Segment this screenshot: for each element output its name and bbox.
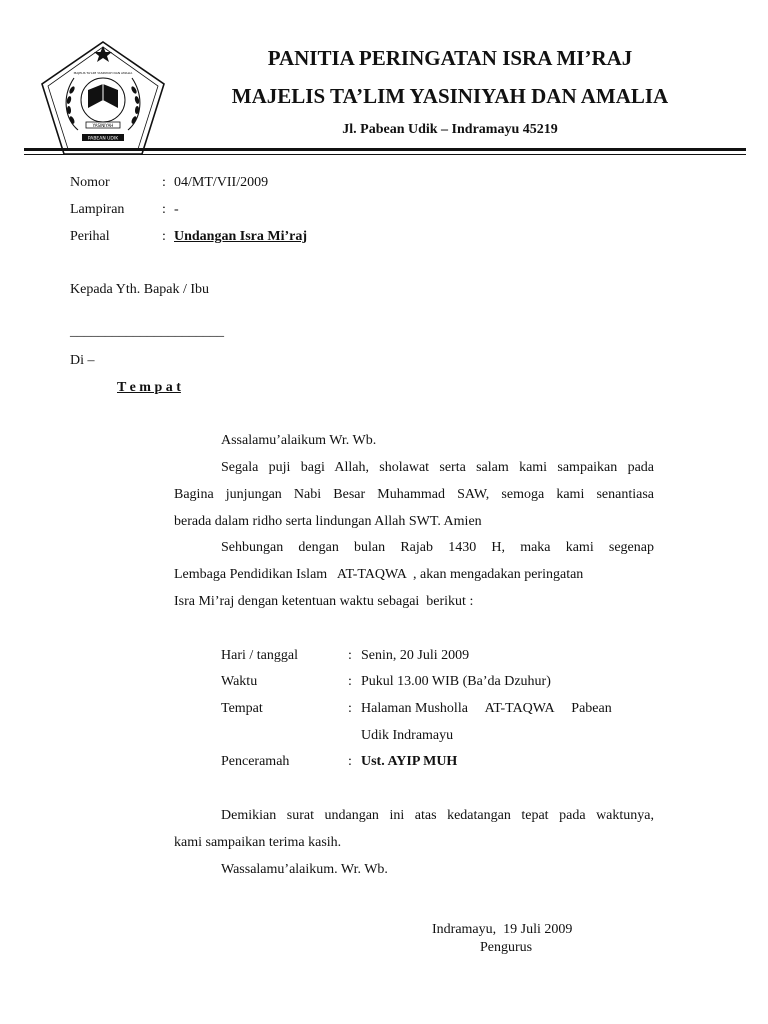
schedule-place-colon: : [348,701,352,716]
letterhead-subtitle: MAJELIS TA’LIM YASINIYAH DAN AMALIA [231,84,669,108]
schedule-date-label: Hari / tanggal [221,648,298,663]
schedule-speaker-label: Penceramah [221,754,290,769]
logo-ring-text: MAJELIS TA'LIM YASINIYAH DAN AMALIA [73,71,133,75]
schedule-time-label: Waktu [221,674,258,689]
organization-logo [38,38,168,158]
signature-place-date: Indramayu, 19 Juli 2009 [432,922,573,937]
logo-banner-text: YASINIYAH [92,123,114,128]
schedule-speaker-colon: : [348,754,352,769]
letterhead-title: PANITIA PERINGATAN ISRA MI’RAJ [267,46,633,70]
schedule-date-value: Senin, 20 Juli 2009 [361,648,470,663]
schedule-place-value-cont: Udik Indramayu [361,728,454,743]
meta-perihal-colon: : [162,229,166,244]
meta-nomor-value: 04/MT/VII/2009 [174,175,269,190]
recipient-blank-line: ______________________ [70,324,224,339]
paragraph-1-line-3: berada dalam ridho serta lindungan Allah SWT. Amien [174,514,482,529]
header-divider [24,148,746,151]
logo-ribbon-text: PABEAN UDIK [87,136,119,142]
meta-nomor-colon: : [162,175,166,190]
closing-line-1: Demikian surat undangan ini atas kedatangan tepat pada waktunya, [221,808,654,823]
meta-perihal-label: Perihal [70,229,110,244]
recipient-tempat: T e m p a t [117,380,181,395]
schedule-speaker-value: Ust. AYIP MUH [361,754,458,769]
paragraph-1-line-2: Bagina junjungan Nabi Besar Muhammad SAW, semoga kami senantiasa [174,487,654,502]
schedule-time-value: Pukul 13.00 WIB (Ba’da Dzuhur) [361,674,551,689]
letterhead-address: Jl. Pabean Udik – Indramayu 45219 [342,122,558,137]
schedule-place-value: Halaman Musholla AT-TAQWA Pabean [361,701,612,716]
meta-perihal-value: Undangan Isra Mi’raj [174,229,308,244]
closing-salam: Wassalamu’alaikum. Wr. Wb. [221,862,388,877]
schedule-place-label: Tempat [221,701,263,716]
meta-lampiran-label: Lampiran [70,202,125,217]
recipient-line: Kepada Yth. Bapak / Ibu [70,282,210,297]
meta-nomor-label: Nomor [70,175,110,190]
schedule-date-colon: : [348,648,352,663]
paragraph-2-line-1: Sehbungan dengan bulan Rajab 1430 H, maka kami segenap [221,540,654,555]
greeting: Assalamu’alaikum Wr. Wb. [221,433,377,448]
star-icon [94,46,112,62]
meta-lampiran-colon: : [162,202,166,217]
header-divider-thin [24,154,746,155]
closing-line-2: kami sampaikan terima kasih. [174,835,342,850]
paragraph-2-line-3: Isra Mi’raj dengan ketentuan waktu sebagai berikut : [174,594,474,609]
signature-role: Pengurus [480,940,533,955]
schedule-time-colon: : [348,674,352,689]
meta-lampiran-value: - [174,202,179,217]
paragraph-2-line-2: Lembaga Pendidikan Islam AT-TAQWA , akan mengadakan peringatan [174,567,584,582]
recipient-di: Di – [70,353,95,368]
paragraph-1-line-1: Segala puji bagi Allah, sholawat serta salam kami sampaikan pada [221,460,654,475]
